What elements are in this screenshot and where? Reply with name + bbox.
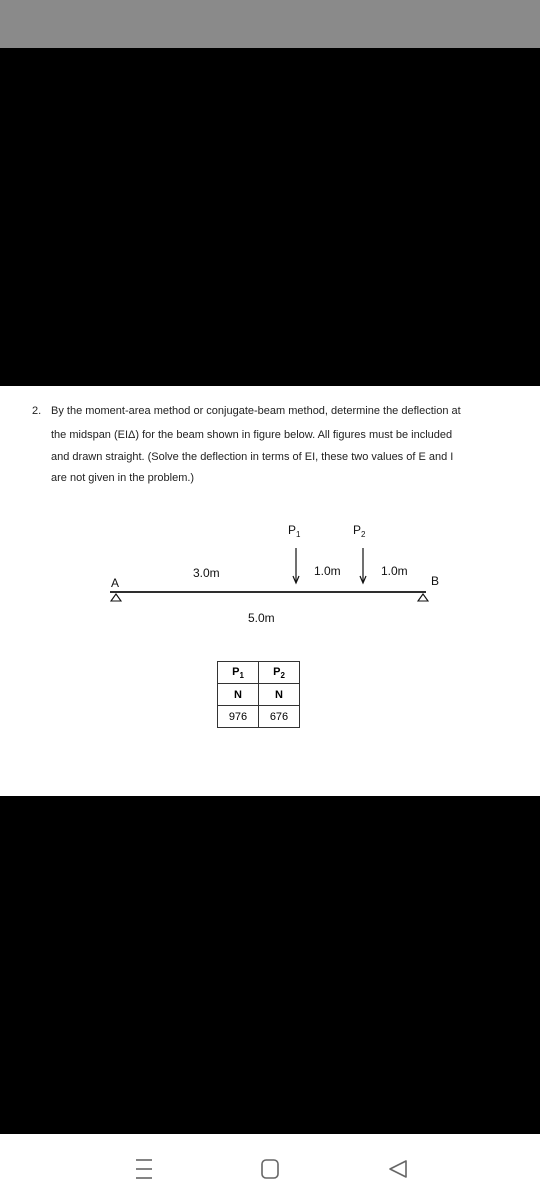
back-icon bbox=[378, 1149, 418, 1189]
table-row bbox=[218, 662, 300, 684]
dimension-left: 3.0m bbox=[193, 566, 220, 580]
navigation-bar bbox=[0, 1134, 540, 1200]
load-p2-label: $P_2$ bbox=[353, 523, 366, 539]
home-icon bbox=[250, 1149, 290, 1189]
recent-apps-icon bbox=[124, 1149, 164, 1189]
question-line-1: By the moment-area method or conjugate-beam method, determine the deflection at bbox=[51, 405, 461, 417]
table-row bbox=[218, 706, 300, 728]
question-line-3: and drawn straight. (Solve the deflection in terms of EI, these two values of E and I bbox=[51, 451, 454, 463]
table-row bbox=[218, 684, 300, 706]
support-b-label: B bbox=[431, 574, 440, 588]
support-a-label: A bbox=[111, 576, 120, 590]
status-bar bbox=[0, 0, 540, 48]
question-card bbox=[0, 386, 540, 796]
beam-diagram bbox=[0, 386, 540, 646]
table-header-p1: $P_1$ bbox=[218, 662, 259, 684]
table-value-p2: 676 bbox=[259, 706, 300, 728]
recent-apps-button[interactable] bbox=[124, 1149, 164, 1189]
question-line-2: the midspan (EIΔ) for the beam shown in figure below. All figures must be included bbox=[51, 429, 453, 441]
load-p1-arrow-icon bbox=[293, 548, 299, 583]
home-button[interactable] bbox=[250, 1149, 290, 1189]
table-header-p2: $P_2$ bbox=[259, 662, 300, 684]
load-p2-arrow-icon bbox=[360, 548, 366, 583]
table-value-p1: 976 bbox=[218, 706, 259, 728]
support-b-icon bbox=[418, 594, 428, 601]
question-line-4: are not given in the problem.) bbox=[51, 472, 195, 484]
question-number: 2. bbox=[32, 405, 42, 417]
load-p1-label: $P_1$ bbox=[288, 523, 301, 539]
table-unit-p1: N bbox=[218, 684, 259, 706]
image-area-top bbox=[0, 48, 540, 386]
dimension-right: 1.0m bbox=[381, 564, 408, 578]
dimension-mid: 1.0m bbox=[314, 564, 341, 578]
values-table bbox=[217, 661, 300, 728]
back-button[interactable] bbox=[378, 1149, 418, 1189]
table-unit-p2: N bbox=[259, 684, 300, 706]
dimension-total: 5.0m bbox=[248, 611, 275, 625]
image-area-bottom bbox=[0, 796, 540, 1134]
support-a-icon bbox=[111, 594, 121, 601]
